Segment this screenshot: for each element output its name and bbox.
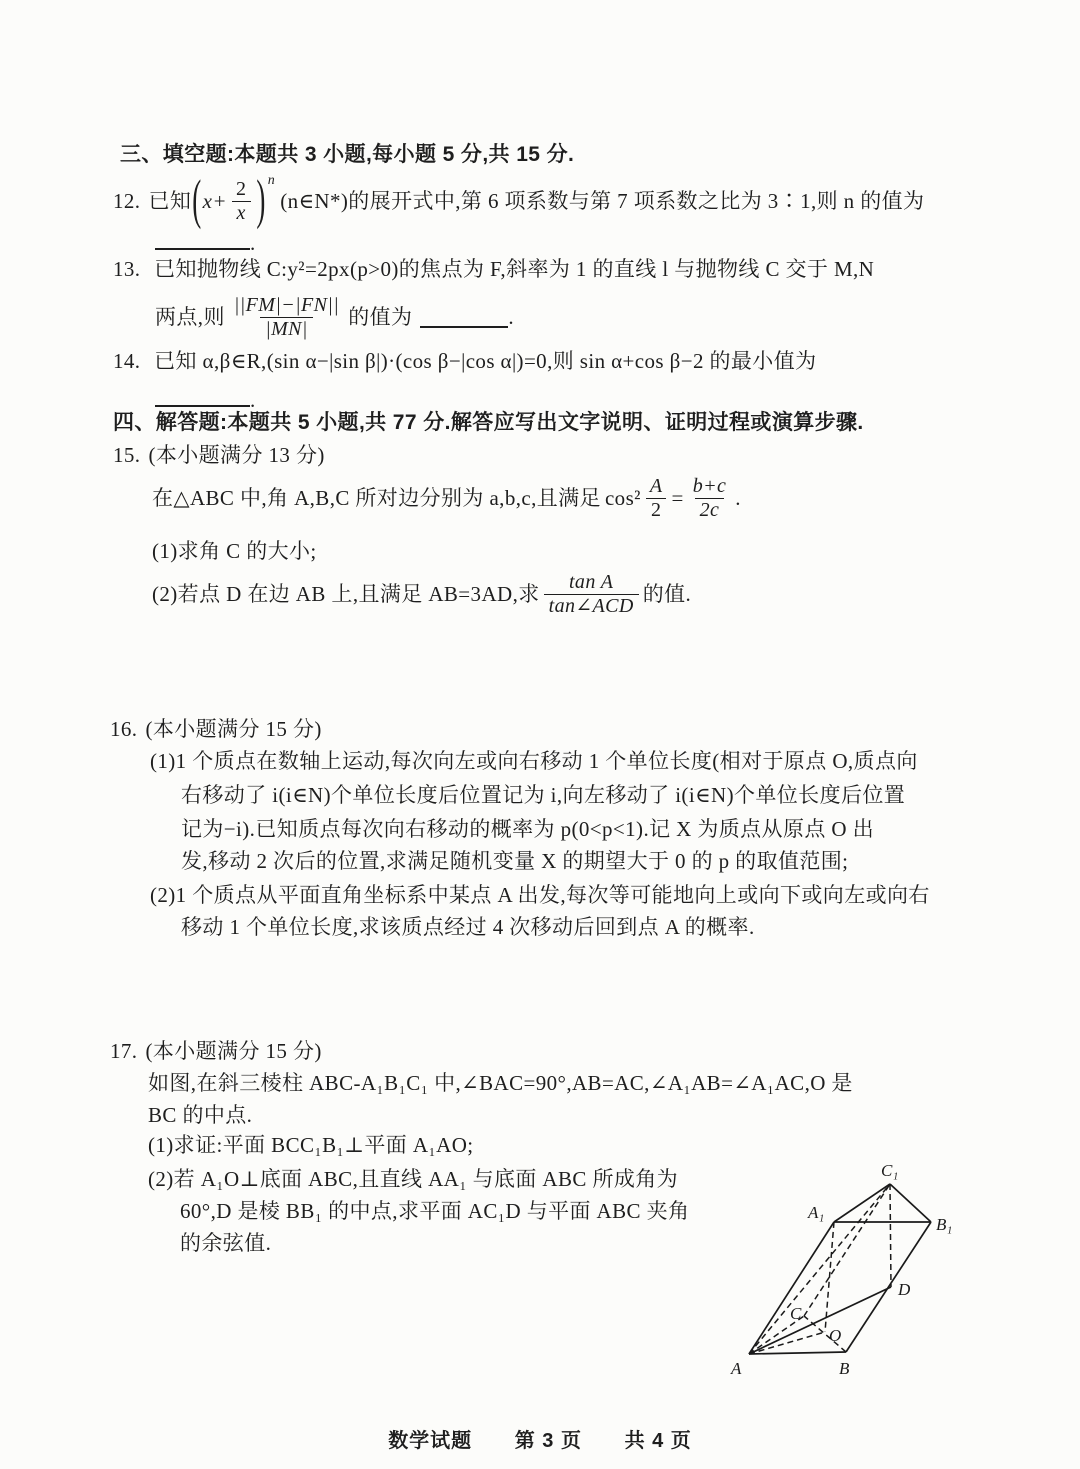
q15-item2-pre: (2)若点 D 在边 AB 上,且满足 AB=3AD,求 — [152, 581, 540, 606]
vertex-label-o: O — [829, 1326, 842, 1345]
q14-line1: 已知 α,β∈R,(sin α−|sin β|)·(cos β−|cos α|)=0,则 sin α+cos β−2 的最小值为 — [154, 349, 817, 373]
question-13 — [113, 256, 874, 282]
footer-page-total: 共 4 页 — [624, 1430, 692, 1452]
q17-item2-line2: 60°,D 是棱 BB₁ 的中点,求平面 AC₁D 与平面 ABC 夹角 — [180, 1199, 690, 1223]
q12-answer-blank — [155, 228, 250, 250]
vertex-label-a1: A₁ — [808, 1203, 825, 1222]
q15-pre: 在△ABC 中,角 A,B,C 所对边分别为 a,b,c,且满足 — [152, 485, 601, 510]
q17-title: (本小题满分 15 分) — [145, 1039, 322, 1063]
q12-text: (n∈N*)的展开式中,第 6 项系数与第 7 项系数之比为 3∶1,则 n 的值为 — [280, 188, 925, 213]
q17-line1: 如图,在斜三棱柱 ABC-A₁B₁C₁ 中,∠BAC=90°,AB=AC,∠A₁AB=∠A₁AC,O 是 — [148, 1071, 853, 1095]
q13-number: 13. — [113, 257, 141, 281]
q16-item1-line4: 发,移动 2 次后的位置,求满足随机变量 X 的期望大于 0 的 p 的取值范围; — [181, 849, 849, 873]
q16-item1-line2: 右移动了 i(i∈N)个单位长度后位置记为 i,向左移动了 i(i∈N)个单位长度后位置 — [181, 783, 906, 807]
edge-a1c1 — [834, 1184, 890, 1222]
vertex-label-a: A — [731, 1359, 742, 1378]
q15-equals: = — [671, 485, 684, 510]
q17-line2: BC 的中点. — [148, 1103, 253, 1127]
section-answer-title: 四、解答题:本题共 5 小题,共 77 分.解答应写出文字说明、证明过程或演算步骤. — [113, 411, 864, 434]
question-14 — [113, 348, 817, 374]
q16-item2-line1: (2)1 个质点从平面直角坐标系中某点 A 出发,每次等可能地向上或向下或向左或向右 — [150, 883, 930, 907]
page-footer — [0, 1424, 1080, 1453]
prism-figure-svg — [698, 1156, 973, 1406]
q16-number: 16. — [110, 717, 138, 741]
q13-line1: 已知抛物线 C:y²=2px(p>0)的焦点为 F,斜率为 1 的直线 l 与抛物线 C 交于 M,N — [154, 257, 875, 281]
q12-left-paren: ( — [192, 168, 202, 230]
q17-item2-line1: (2)若 A₁O⊥底面 ABC,且直线 AA₁ 与底面 ABC 所成角为 — [148, 1167, 679, 1191]
q12-right-paren: ) — [256, 168, 266, 230]
edge-c1b1 — [890, 1184, 931, 1222]
vertex-label-b: B — [839, 1359, 850, 1378]
q13-post: 的值为 — [348, 304, 413, 329]
q15-period: . — [735, 485, 741, 510]
q16-item2-line2: 移动 1 个单位长度,求该质点经过 4 次移动后回到点 A 的概率. — [181, 915, 755, 939]
q13-fraction: $\frac{||FM|-|FN||}{|MN|}$ — [233, 293, 340, 340]
q13-line2: 两点,则 $\frac{||FM|-|FN||}{|MN|}$ 的值为 . — [155, 293, 515, 340]
q15-given-line — [152, 468, 741, 528]
q13-pre: 两点,则 — [155, 304, 225, 329]
edge-ab — [749, 1352, 846, 1354]
q16-item1-line3: 记为−i).已知质点每次向右移动的概率为 p(0<p<1).记 X 为质点从原点 O 出 — [181, 817, 875, 841]
vertex-label-d: D — [898, 1280, 911, 1299]
q15-number: 15. — [113, 443, 141, 467]
q13-answer-blank — [420, 306, 508, 328]
q15-title: (本小题满分 13 分) — [148, 443, 325, 467]
q12-fraction: $\frac{2}{x}$ — [231, 178, 251, 225]
question-15-header — [113, 442, 325, 468]
footer-page-number: 第 3 页 — [514, 1430, 582, 1452]
vertex-label-c: C — [790, 1304, 802, 1323]
q15-item2-post: 的值. — [642, 581, 692, 606]
q12-answer-blank-line: . — [155, 228, 256, 256]
prism-figure — [698, 1156, 973, 1406]
q16-item1-line1: (1)1 个质点在数轴上运动,每次向左或向右移动 1 个单位长度(相对于原点 O,质点向 — [150, 749, 918, 773]
q14-number: 14. — [113, 349, 141, 373]
q12-pre: 已知 — [148, 188, 192, 213]
q14-answer-blank — [155, 385, 250, 407]
q15-item2 — [152, 562, 691, 626]
q14-answer-blank-line: . — [155, 385, 256, 413]
footer-doc-title: 数学试题 — [388, 1430, 473, 1452]
question-16-header — [110, 716, 322, 742]
q15-fraction-bc-over-2c: $\frac{b+c}{2c}$ — [692, 474, 727, 521]
edge-c1d-hidden — [890, 1184, 891, 1287]
q17-item1: (1)求证:平面 BCC₁B₁⊥平面 A₁AO; — [148, 1133, 474, 1157]
q17-number: 17. — [110, 1039, 138, 1063]
question-17-header — [110, 1038, 322, 1064]
q15-fraction-a-over-2: $\frac{A}{2}$ — [645, 475, 668, 522]
q15-item1: (1)求角 C 的大小; — [152, 539, 317, 563]
q12-exponent: n — [267, 173, 276, 189]
question-12 — [113, 170, 924, 232]
vertex-label-c1: C₁ — [881, 1161, 899, 1180]
q12-base: x+ — [202, 188, 227, 213]
q12-number: 12. — [113, 188, 141, 213]
q17-item2-line3: 的余弦值. — [180, 1231, 272, 1255]
q15-cos: cos² — [604, 485, 641, 510]
vertex-label-b1: B₁ — [936, 1215, 953, 1234]
q15-fraction-tan: $\frac{\text{tan A}}{\text{tan∠ACD}}$ — [544, 571, 639, 618]
section-fill-title: 三、填空题:本题共 3 小题,每小题 5 分,共 15 分. — [120, 143, 575, 166]
edge-bb1 — [846, 1222, 931, 1352]
q16-title: (本小题满分 15 分) — [145, 717, 322, 741]
